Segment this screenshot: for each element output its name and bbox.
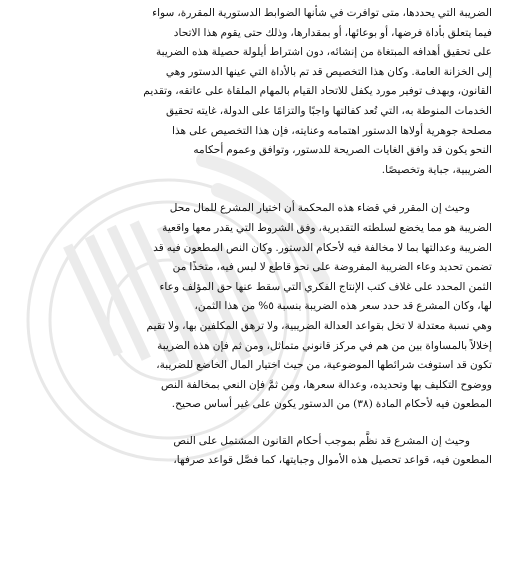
text-line: الخدمات المنوطة به، التي تُعد كفالتها واجبًا والتزامًا على الدولة، غايته تحقيق [165, 104, 492, 117]
paragraph-3 [16, 432, 492, 471]
text-line: الضريبة التي يحددها، متى توافرت في شأنها الضوابط الدستورية المقررة، سواء [152, 7, 492, 19]
text-line: إخلالاً بالمساواة بين من هم في مركز قانوني متماثل، ومن ثم فإن هذه الضريبة [157, 339, 492, 352]
paragraph-2 [16, 199, 492, 415]
text-line: الضريبة هو مما يخضع لسلطته التقديرية، وفق الشروط التي يقدر معها واقعية [162, 221, 492, 234]
text-line: تضمن تحديد وعاء الضريبة المفروضة على نحو قاطع لا لبس فيه، متخذًا من [172, 261, 492, 274]
text-line: النحو يكون قد وافق الغايات الصريحة للدستور، وتوافق وعموم أحكامه [193, 144, 492, 157]
paragraph-1 [16, 4, 492, 180]
text-line: الضريبة وعدالتها بما لا مخالفة فيه لأحكام الدستور. وكان النص المطعون فيه قد [153, 241, 492, 254]
text-line: الضريبية، جباية وتخصيصًا. [381, 163, 492, 176]
text-line: مصلحة جوهرية أولاها الدستور اهتمامه وعنايته، فإن هذا التخصيص على هذا [172, 124, 492, 137]
text-line: فيما يتعلق بأداة فرضها، أو بوعائها، أو بمقدارها، وذلك حتى يقوم هذا الاتحاد [173, 26, 492, 39]
text-line: وهي نسبة معتدلة لا تخل بقواعد العدالة الضريبية، ولا ترهق المكلفين بها، ولا تقيم [146, 319, 492, 332]
text-line: إلى الخزانة العامة. وكان هذا التخصيص قد تم بالأداة التي عينها الدستور وهي [165, 65, 492, 78]
text-line: المطعون فيه، قواعد تحصيل هذه الأموال وجبايتها، كما فصَّل قواعد صرفها، [173, 454, 492, 467]
text-line: على تحقيق أهدافه المبتغاة من إنشائه، دون اشتراط أيلولة حصيلة هذه الضريبة [155, 46, 492, 59]
text-line: لها، وكان المشرع قد حدد سعر هذه الضريبة بنسبة ٥% من هذا الثمن، [194, 300, 492, 313]
text-line: تكون قد استوفت شرائطها الموضوعية، من حيث اختيار المال الخاضع للضريبة، [156, 359, 492, 372]
text-line: القانون، وبهدف توفير مورد يكفل للاتحاد القيام بالمهام الملقاة على عاتقه، وتقديم [143, 85, 492, 98]
text-line: وحيث إن المشرع قد نظَّم بموجب أحكام القانون المشتمل على النص [173, 434, 470, 447]
document-text [16, 4, 492, 471]
text-line: ووضوح التكليف بها وتحديده، وعدالة سعرها، ومن ثمَّ فإن النعي بمخالفة النص [161, 378, 492, 391]
text-line: وحيث إن المقرر في قضاء هذه المحكمة أن اختيار المشرع للمال محل [169, 202, 470, 215]
text-line: الثمن المحدد على غلاف كتب الإنتاج الفكري التي سقط عنها حق المؤلف وعاء [159, 280, 492, 293]
text-line: المطعون فيه لأحكام المادة (٣٨) من الدستور يكون على غير أساس صحيح. [171, 398, 492, 411]
